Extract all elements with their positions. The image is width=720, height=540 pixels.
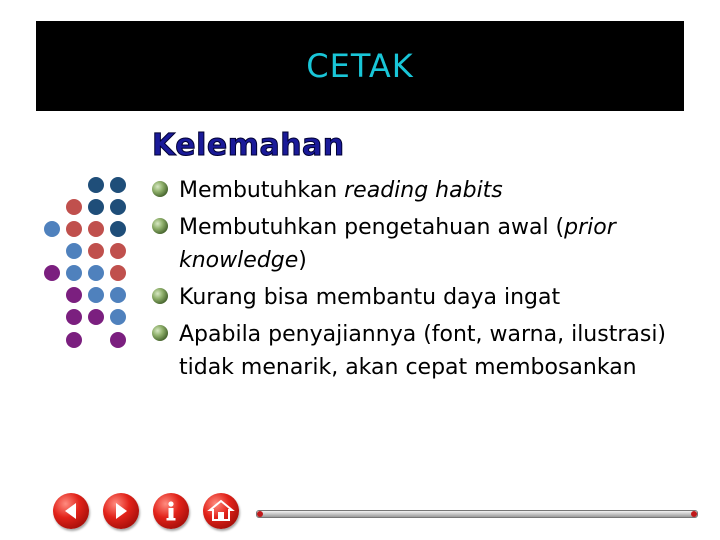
home-icon[interactable]: [203, 493, 239, 529]
decorative-dot: [88, 287, 104, 303]
bullet-sphere-icon: [152, 181, 168, 197]
navigation-bar: [50, 490, 700, 536]
bullet-text: Membutuhkan: [179, 178, 345, 203]
section-heading: Kelemahan: [152, 128, 345, 163]
next-arrow-icon[interactable]: [103, 493, 139, 529]
bullet-text: Kurang bisa membantu daya ingat: [179, 285, 561, 310]
bullet-text-suffix: ): [298, 248, 307, 273]
slide-title: CETAK: [306, 47, 414, 85]
bullet-text: Membutuhkan pengetahuan awal (: [179, 215, 565, 240]
bullet-sphere-icon: [152, 325, 168, 341]
decorative-dot: [88, 177, 104, 193]
slide-progress-bar[interactable]: [256, 510, 698, 518]
decorative-dot: [88, 309, 104, 325]
decorative-dot: [110, 199, 126, 215]
decorative-dot: [110, 287, 126, 303]
decorative-dot: [110, 265, 126, 281]
bullet-list: [152, 174, 672, 388]
decorative-dot: [66, 287, 82, 303]
decorative-dot: [88, 221, 104, 237]
bullet-item: [152, 174, 672, 207]
progress-end-cap: [691, 511, 697, 517]
decorative-dot: [66, 243, 82, 259]
bullet-sphere-icon: [152, 218, 168, 234]
decorative-dot: [44, 221, 60, 237]
title-bar: [36, 21, 684, 111]
decorative-dot: [110, 332, 126, 348]
bullet-item: [152, 281, 672, 314]
progress-start-cap: [257, 511, 263, 517]
bullet-item: [152, 211, 672, 277]
decorative-dot: [66, 221, 82, 237]
decorative-dot: [110, 177, 126, 193]
bullet-text-italic: reading habits: [344, 178, 503, 203]
bullet-text-italic: prior knowledge: [179, 215, 616, 273]
decorative-dot: [88, 243, 104, 259]
decorative-dot: [66, 309, 82, 325]
decorative-dot: [88, 265, 104, 281]
info-icon[interactable]: [153, 493, 189, 529]
decorative-dot: [110, 243, 126, 259]
decorative-dot: [66, 332, 82, 348]
decorative-dot: [110, 309, 126, 325]
decorative-dot: [110, 221, 126, 237]
decorative-dot: [66, 265, 82, 281]
bullet-sphere-icon: [152, 288, 168, 304]
decorative-dot: [44, 265, 60, 281]
previous-arrow-icon[interactable]: [53, 493, 89, 529]
bullet-item: [152, 318, 672, 384]
bullet-text: Apabila penyajiannya (font, warna, ilustrasi) tidak menarik, akan cepat membosankan: [179, 322, 667, 380]
decorative-dot: [66, 199, 82, 215]
decorative-dot: [88, 199, 104, 215]
